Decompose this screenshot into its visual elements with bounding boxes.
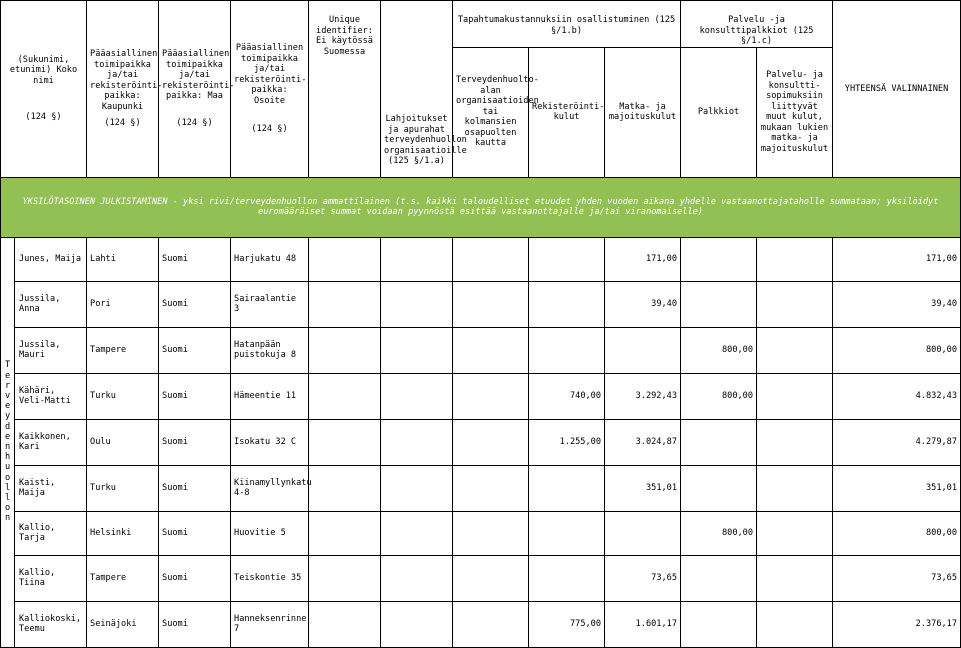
table-row <box>1 281 961 327</box>
travel-cost-cell <box>605 511 681 555</box>
related-expense-cell <box>757 281 833 327</box>
recipient-address: Kiinamyllynkatu 4-8 <box>231 465 309 511</box>
related-expense-cell <box>757 601 833 647</box>
header-fees: Palkkiot <box>681 47 757 177</box>
recipient-city: Tampere <box>87 327 159 373</box>
table-row <box>1 327 961 373</box>
donation-cell <box>381 601 453 647</box>
header-donations: Lahjoitukset ja apurahat terveydenhuollon organisaatioille (125 §/1.a) <box>381 1 453 178</box>
recipient-address: Huovitie 5 <box>231 511 309 555</box>
total-cell: 800,00 <box>833 511 961 555</box>
donation-cell <box>381 327 453 373</box>
recipient-city: Lahti <box>87 237 159 281</box>
side-label: Terveydenhuollon <box>1 237 15 647</box>
via-organisations-cell <box>453 237 529 281</box>
travel-cost-cell: 3.024,87 <box>605 419 681 465</box>
recipient-address: Sairaalantie 3 <box>231 281 309 327</box>
recipient-city: Tampere <box>87 555 159 601</box>
recipient-city: Seinäjoki <box>87 601 159 647</box>
travel-cost-cell: 1.601,17 <box>605 601 681 647</box>
via-organisations-cell <box>453 327 529 373</box>
unique-id-cell <box>309 237 381 281</box>
fee-cell <box>681 601 757 647</box>
recipient-name: Jussila, Anna <box>15 281 87 327</box>
registration-fee-cell <box>529 465 605 511</box>
recipient-name: Jussila, Mauri <box>15 327 87 373</box>
table-row <box>1 511 961 555</box>
related-expense-cell <box>757 237 833 281</box>
unique-id-cell <box>309 511 381 555</box>
via-organisations-cell <box>453 373 529 419</box>
unique-id-cell <box>309 373 381 419</box>
recipient-country: Suomi <box>159 373 231 419</box>
table-row <box>1 419 961 465</box>
total-cell: 2.376,17 <box>833 601 961 647</box>
donation-cell <box>381 465 453 511</box>
unique-id-cell <box>309 465 381 511</box>
travel-cost-cell <box>605 327 681 373</box>
fee-cell: 800,00 <box>681 327 757 373</box>
recipient-address: Hämeentie 11 <box>231 373 309 419</box>
header-fees-group: Palvelu -ja konsulttipalkkiot (125 §/1.c) <box>681 1 833 48</box>
recipient-address: Harjukatu 48 <box>231 237 309 281</box>
recipient-address: Isokatu 32 C <box>231 419 309 465</box>
header-unique-identifier: Unique identifier: Ei käytössä Suomessa <box>309 1 381 178</box>
travel-cost-cell: 73,65 <box>605 555 681 601</box>
table-row <box>1 555 961 601</box>
total-cell: 39,40 <box>833 281 961 327</box>
fee-cell: 800,00 <box>681 373 757 419</box>
recipient-country: Suomi <box>159 511 231 555</box>
travel-cost-cell: 171,00 <box>605 237 681 281</box>
recipient-name: Junes, Maija <box>15 237 87 281</box>
total-cell: 800,00 <box>833 327 961 373</box>
recipient-name: Kaikkonen, Kari <box>15 419 87 465</box>
donation-cell <box>381 511 453 555</box>
related-expense-cell <box>757 327 833 373</box>
via-organisations-cell <box>453 511 529 555</box>
header-address: Pääasiallinen toimipaikka ja/tai rekisteröinti-paikka: Osoite (124 §) <box>231 1 309 178</box>
recipient-name: Kalliokoski, Teemu <box>15 601 87 647</box>
recipient-address: Teiskontie 35 <box>231 555 309 601</box>
header-related-expenses: Palvelu- ja konsultti-sopimuksiin liittyvät muut kulut, mukaan lukien matka- ja majoituskulut <box>757 47 833 177</box>
disclosure-band: YKSILÖTASOINEN JULKISTAMINEN - yksi rivi/terveydenhuollon ammattilainen (t.s. kaikki taloudelliset etuudet yhden vuoden aikana yhdelle vastaanottajataholle summataan; yksilöidyt euromääräiset summat voidaan pyynnöstä esittää vastaanottajalle ja/tai viranomaiselle) <box>1 177 961 237</box>
fee-cell <box>681 465 757 511</box>
header-total: YHTEENSÄ VALINNAINEN <box>833 1 961 178</box>
donation-cell <box>381 237 453 281</box>
recipient-name: Kallio, Tarja <box>15 511 87 555</box>
header-travel-accommodation: Matka- ja majoituskulut <box>605 47 681 177</box>
related-expense-cell <box>757 555 833 601</box>
table-row <box>1 373 961 419</box>
header-city: Pääasiallinen toimipaikka ja/tai rekisteröinti-paikka: Kaupunki (124 §) <box>87 1 159 178</box>
related-expense-cell <box>757 419 833 465</box>
registration-fee-cell: 740,00 <box>529 373 605 419</box>
recipient-city: Oulu <box>87 419 159 465</box>
total-cell: 351,01 <box>833 465 961 511</box>
header-registration-fees: Rekisteröinti-kulut <box>529 47 605 177</box>
recipient-country: Suomi <box>159 601 231 647</box>
unique-id-cell <box>309 555 381 601</box>
total-cell: 4.832,43 <box>833 373 961 419</box>
registration-fee-cell <box>529 237 605 281</box>
via-organisations-cell <box>453 281 529 327</box>
recipient-country: Suomi <box>159 419 231 465</box>
registration-fee-cell: 1.255,00 <box>529 419 605 465</box>
recipient-country: Suomi <box>159 465 231 511</box>
via-organisations-cell <box>453 465 529 511</box>
total-cell: 73,65 <box>833 555 961 601</box>
via-organisations-cell <box>453 555 529 601</box>
recipient-country: Suomi <box>159 555 231 601</box>
header-country: Pääasiallinen toimipaikka ja/tai rekisteröinti-paikka: Maa (124 §) <box>159 1 231 178</box>
donation-cell <box>381 373 453 419</box>
fee-cell <box>681 237 757 281</box>
registration-fee-cell <box>529 281 605 327</box>
unique-id-cell <box>309 327 381 373</box>
recipient-city: Turku <box>87 465 159 511</box>
travel-cost-cell: 3.292,43 <box>605 373 681 419</box>
header-full-name: (Sukunimi, etunimi) Koko nimi (124 §) <box>1 1 87 178</box>
unique-id-cell <box>309 601 381 647</box>
recipient-name: Kähäri, Veli-Matti <box>15 373 87 419</box>
fee-cell <box>681 555 757 601</box>
recipient-address: Hanneksenrinne 7 <box>231 601 309 647</box>
recipient-name: Kaisti, Maija <box>15 465 87 511</box>
related-expense-cell <box>757 511 833 555</box>
recipient-name: Kallio, Tiina <box>15 555 87 601</box>
related-expense-cell <box>757 465 833 511</box>
donation-cell <box>381 419 453 465</box>
travel-cost-cell: 39,40 <box>605 281 681 327</box>
total-cell: 4.279,87 <box>833 419 961 465</box>
table-row <box>1 601 961 647</box>
table-row <box>1 237 961 281</box>
header-via-organisations: Terveydenhuolto-alan organisaatioiden tai kolmansien osapuolten kautta <box>453 47 529 177</box>
fee-cell <box>681 419 757 465</box>
registration-fee-cell <box>529 327 605 373</box>
via-organisations-cell <box>453 601 529 647</box>
table-row <box>1 465 961 511</box>
unique-id-cell <box>309 419 381 465</box>
unique-id-cell <box>309 281 381 327</box>
donation-cell <box>381 281 453 327</box>
registration-fee-cell <box>529 511 605 555</box>
recipient-address: Hatanpään puistokuja 8 <box>231 327 309 373</box>
recipient-country: Suomi <box>159 237 231 281</box>
registration-fee-cell: 775,00 <box>529 601 605 647</box>
donation-cell <box>381 555 453 601</box>
via-organisations-cell <box>453 419 529 465</box>
recipient-city: Pori <box>87 281 159 327</box>
related-expense-cell <box>757 373 833 419</box>
recipient-city: Helsinki <box>87 511 159 555</box>
header-event-costs-group: Tapahtumakustannuksiin osallistuminen (125 §/1.b) <box>453 1 681 48</box>
fee-cell: 800,00 <box>681 511 757 555</box>
recipient-country: Suomi <box>159 281 231 327</box>
registration-fee-cell <box>529 555 605 601</box>
recipient-city: Turku <box>87 373 159 419</box>
travel-cost-cell: 351,01 <box>605 465 681 511</box>
total-cell: 171,00 <box>833 237 961 281</box>
fee-cell <box>681 281 757 327</box>
recipient-country: Suomi <box>159 327 231 373</box>
